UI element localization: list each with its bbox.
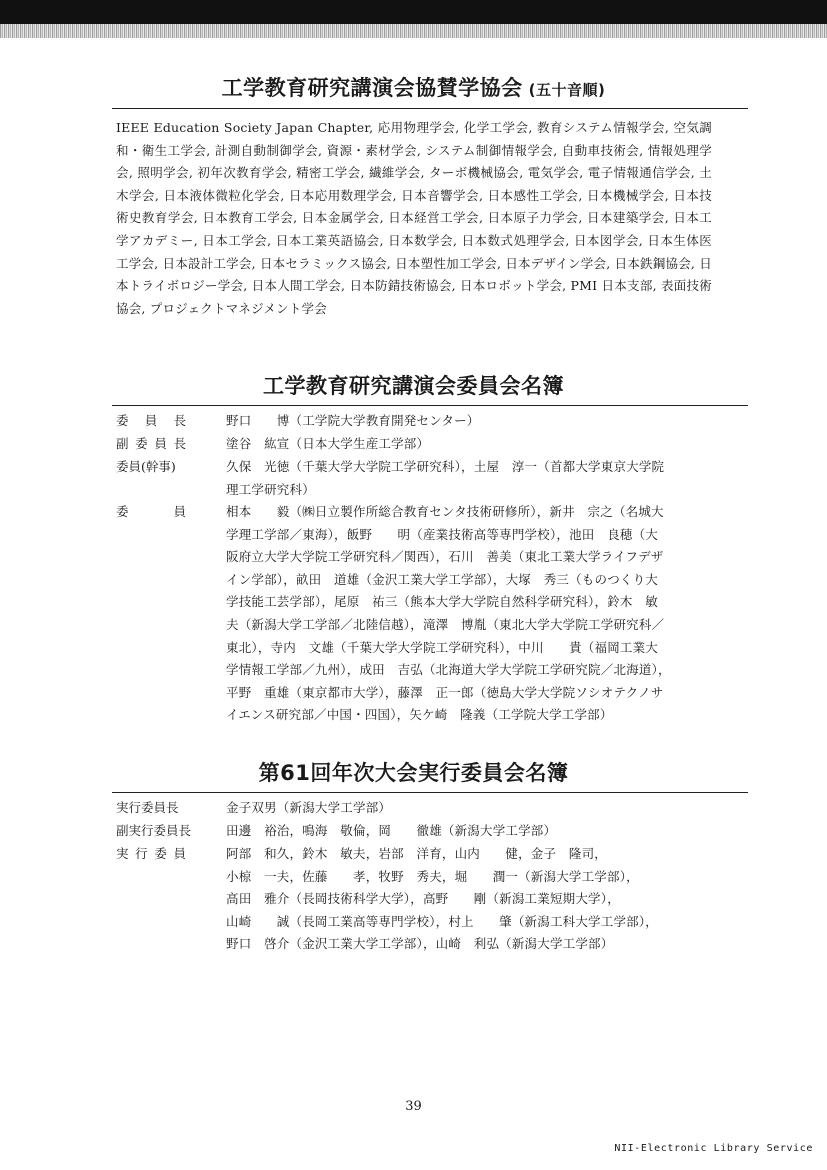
role-char: 委 — [116, 413, 129, 428]
committee-members-list — [226, 501, 714, 727]
committee-role-vice-chair — [116, 433, 186, 456]
executive-members-vice-chair — [226, 820, 714, 843]
sponsors-list: IEEE Education Society Japan Chapter, 応用物理学会, 化学工学会, 教育システム情報学会, 空気調和・衛生工学会, 計測自動制御学会, 資源・素材学会, システム制御情報学会, 自動車技術会, 情報処理学会, 照明学会, 初年次教育学会, 精密工学会, 繊維学会, ターボ機械協会, 電気学会, 電子情報通信学会, 土木学会, 日本液体微粒化学会, 日本応用数理学会, 日本音響学会, 日本感性工学会, 日本機械学会, 日本技術史教育学会, 日本教育工学会, 日本金属学会, 日本経営工学会, 日本原子力学会, 日本建築学会, 日本工学アカデミー, 日本工学会, 日本工業英語協会, 日本数学会, 日本数式処理学会, 日本図学会, 日本生体医工学会, 日本設計工学会, 日本セラミックス協会, 日本塑性加工学会, 日本デザイン学会, 日本鉄鋼協会, 日本トライボロジー学会, 日本人間工学会, 日本防錆技術協会, 日本ロボット学会, PMI 日本支部, 表面技術協会, プロジェクトマネジメント学会 — [116, 120, 712, 316]
member-line: 夫（新潟大学工学部／北陸信越），滝澤 博胤（東北大学大学院工学研究科／ — [226, 616, 665, 632]
member-line: 学技能工芸学部），尾原 祐三（熊本大学大学院自然科学研究科），鈴木 敏 — [226, 594, 659, 610]
member-line: 山崎 誠（長岡工業高等専門学校），村上 肇（新潟工科大学工学部）， — [226, 913, 659, 929]
role-char: 長 — [173, 436, 186, 451]
top-scan-texture — [0, 24, 827, 38]
page-number: 39 — [405, 1099, 422, 1114]
committee-role-secretary: 委員(幹事) — [116, 459, 176, 474]
executive-members-chair — [226, 797, 714, 820]
executive-divider — [112, 792, 748, 793]
role-char: 行 — [135, 846, 148, 861]
committee-heading: 工学教育研究講演会委員会名簿 — [263, 374, 564, 398]
top-black-band — [0, 0, 827, 24]
committee-members-vice-chair — [226, 433, 714, 456]
member-line: 平野 重雄（東京都市大学），藤澤 正一郎（徳島大学大学院ソシオテクノサ — [226, 684, 664, 700]
role-char: 実 — [116, 846, 129, 861]
member-line: 野口 博（工学院大学教育開発センター） — [226, 413, 480, 428]
role-char: 員 — [144, 413, 158, 428]
member-line: 相本 毅（㈱日立製作所総合教育センタ技術研修所），新井 宗之（名城大 — [226, 504, 664, 519]
role-char: 委 — [154, 846, 167, 861]
role-char: 員 — [154, 436, 167, 451]
role-char: 員 — [173, 504, 186, 519]
member-line: 理工学研究科） — [226, 481, 315, 497]
committee-role-chair — [116, 410, 186, 433]
member-line: 久保 光徳（千葉大学大学院工学研究科），土屋 淳一（首都大学東京大学院 — [226, 459, 665, 474]
committee-members-secretary — [226, 456, 714, 501]
member-line: 金子双男（新潟大学工学部） — [226, 800, 392, 815]
sponsors-heading — [0, 72, 827, 102]
executive-role-members — [116, 843, 186, 866]
committee-divider — [112, 405, 748, 406]
role-char: 副 — [116, 436, 129, 451]
role-char: 長 — [173, 413, 186, 428]
role-char: 委 — [135, 436, 148, 451]
committee-members-chair — [226, 410, 714, 433]
member-line: 学理工学部／東海），飯野 明（産業技術高等専門学校），池田 良穂（大 — [226, 526, 659, 542]
member-line: 田邊 裕治，鳴海 敬倫，岡 徹雄（新潟大学工学部） — [226, 823, 557, 838]
member-line: 野口 啓介（金沢工業大学工学部），山崎 利弘（新潟大学工学部） — [226, 936, 614, 952]
executive-members-list — [226, 843, 714, 956]
role-char: 員 — [173, 846, 186, 861]
sponsors-divider — [112, 108, 748, 109]
executive-heading: 第61回年次大会実行委員会名簿 — [258, 761, 569, 785]
role-char: 委 — [116, 504, 129, 519]
member-line: 高田 雅介（長岡技術科学大学），高野 剛（新潟工業短期大学）， — [226, 891, 620, 907]
sponsors-title: 工学教育研究講演会協賛学協会 — [221, 76, 523, 100]
member-line: イン学部），畝田 道雄（金沢工業大学工学部），大塚 秀三（ものつくり大 — [226, 571, 659, 587]
executive-role-chair: 実行委員長 — [116, 800, 179, 815]
executive-role-vice-chair: 副実行委員長 — [116, 823, 192, 838]
member-line: 小椋 一夫，佐藤 孝，牧野 秀夫，堀 潤一（新潟大学工学部）， — [226, 868, 639, 884]
member-line: 学情報工学部／九州），成田 吉弘（北海道大学大学院工学研究院／北海道）， — [226, 662, 671, 678]
member-line: 塗谷 紘宣（日本大学生産工学部） — [226, 436, 430, 451]
member-line: 阪府立大学大学院工学研究科／関西），石川 善美（東北工業大学ライフデザ — [226, 549, 664, 565]
member-line: 阿部 和久，鈴木 敏夫，岩部 洋育，山内 健，金子 隆司， — [226, 846, 608, 861]
member-line: 東北），寺内 文雄（千葉大学大学院工学研究科），中川 貴（福岡工業大 — [226, 639, 659, 655]
committee-role-members — [116, 501, 186, 524]
member-line: イエンス研究部／中国・四国），矢ケ崎 隆義（工学院大学工学部） — [226, 707, 613, 723]
sponsors-title-note: (五十音順) — [528, 81, 606, 99]
footer-credit: NII-Electronic Library Service — [614, 1143, 813, 1154]
